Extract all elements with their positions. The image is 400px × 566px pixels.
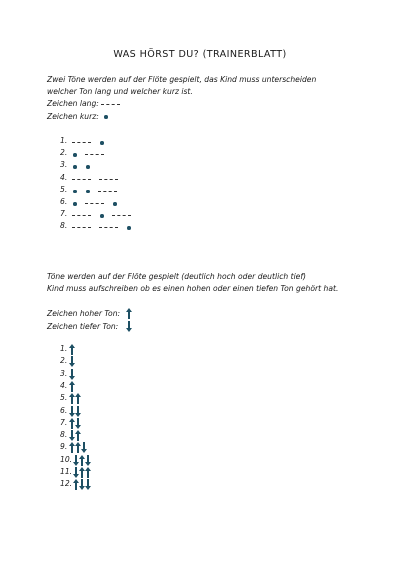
legend-low-label [47, 321, 118, 333]
item-number: 7. [60, 417, 68, 427]
arrow-up-icon [69, 344, 75, 355]
legend-short-symbol [104, 115, 108, 119]
short-tone-symbol [113, 202, 117, 206]
item-number: 1. [60, 344, 68, 353]
legend-short-text: Zeichen kurz: [47, 112, 99, 121]
short-tone-symbol [100, 214, 104, 218]
long-tone-symbol [98, 191, 117, 192]
legend-long-text: Zeichen lang: [47, 99, 99, 108]
arrow-down-icon [85, 455, 91, 466]
item-number: 9. [60, 442, 68, 452]
long-tone-symbol [72, 227, 91, 228]
arrow-up-icon [75, 430, 81, 441]
page-title: WAS HÖRST DU? (TRAINERBLATT) [113, 49, 287, 60]
long-tone-symbol [72, 215, 91, 216]
arrow-down-icon [75, 418, 81, 429]
legend-low-text: Zeichen tiefer Ton: [47, 322, 119, 331]
item-number: 2. [60, 356, 68, 366]
arrow-up-icon [69, 381, 75, 392]
arrow-up-icon [85, 467, 91, 478]
item-number: 1. [60, 136, 68, 145]
long-tone-symbol [85, 154, 104, 155]
long-tone-symbol [72, 179, 91, 180]
section2-intro-line1: Töne werden auf der Flöte gespielt (deutlich hoch oder deutlich tief) [47, 272, 306, 281]
arrow-up-icon [75, 393, 81, 404]
arrow-down-icon [75, 406, 81, 417]
item-number: 2. [60, 148, 68, 158]
item-number: 8. [60, 430, 68, 440]
item-number: 6. [60, 405, 68, 415]
section2-intro-line2: Kind muss aufschreiben ob es einen hohen oder einen tiefen Ton gehört hat. [47, 284, 339, 293]
item-number: 3. [60, 368, 68, 378]
arrow-down-icon [81, 442, 87, 453]
item-number: 6. [60, 197, 68, 206]
arrow-down-icon [69, 369, 75, 380]
item-number: 5. [60, 393, 68, 403]
legend-high-arrow-up-icon [126, 308, 132, 319]
legend-high-label [47, 308, 120, 320]
item-number: 12. [60, 479, 73, 489]
short-tone-symbol [86, 165, 90, 169]
long-tone-symbol [72, 142, 91, 143]
short-tone-symbol [100, 141, 104, 145]
short-tone-symbol [73, 165, 77, 169]
long-tone-symbol [112, 215, 131, 216]
legend-short-label [47, 111, 99, 123]
short-tone-symbol [86, 190, 90, 194]
legend-long-symbol [101, 104, 120, 105]
item-number: 8. [60, 221, 68, 231]
short-tone-symbol [73, 202, 77, 206]
short-tone-symbol [127, 226, 131, 230]
legend-high-text: Zeichen hoher Ton: [47, 309, 121, 318]
long-tone-symbol [99, 227, 118, 228]
long-tone-symbol [85, 203, 104, 204]
item-number: 3. [60, 160, 68, 170]
arrow-down-icon [85, 479, 91, 490]
short-tone-symbol [73, 153, 77, 157]
section1-intro-line1: Zwei Töne werden auf der Flöte gespielt, das Kind muss unterscheiden [47, 75, 317, 84]
arrow-down-icon [69, 356, 75, 367]
section1-intro-line2: welcher Ton lang und welcher kurz ist. [47, 87, 193, 96]
item-number: 7. [60, 209, 68, 219]
long-tone-symbol [99, 179, 118, 180]
item-number: 5. [60, 184, 68, 194]
short-tone-symbol [73, 190, 77, 194]
item-number: 11. [60, 467, 73, 476]
item-number: 4. [60, 172, 68, 182]
legend-low-arrow-down-icon [126, 321, 132, 332]
legend-long-label [47, 98, 99, 110]
item-number: 4. [60, 380, 68, 390]
item-number: 10. [60, 454, 73, 464]
